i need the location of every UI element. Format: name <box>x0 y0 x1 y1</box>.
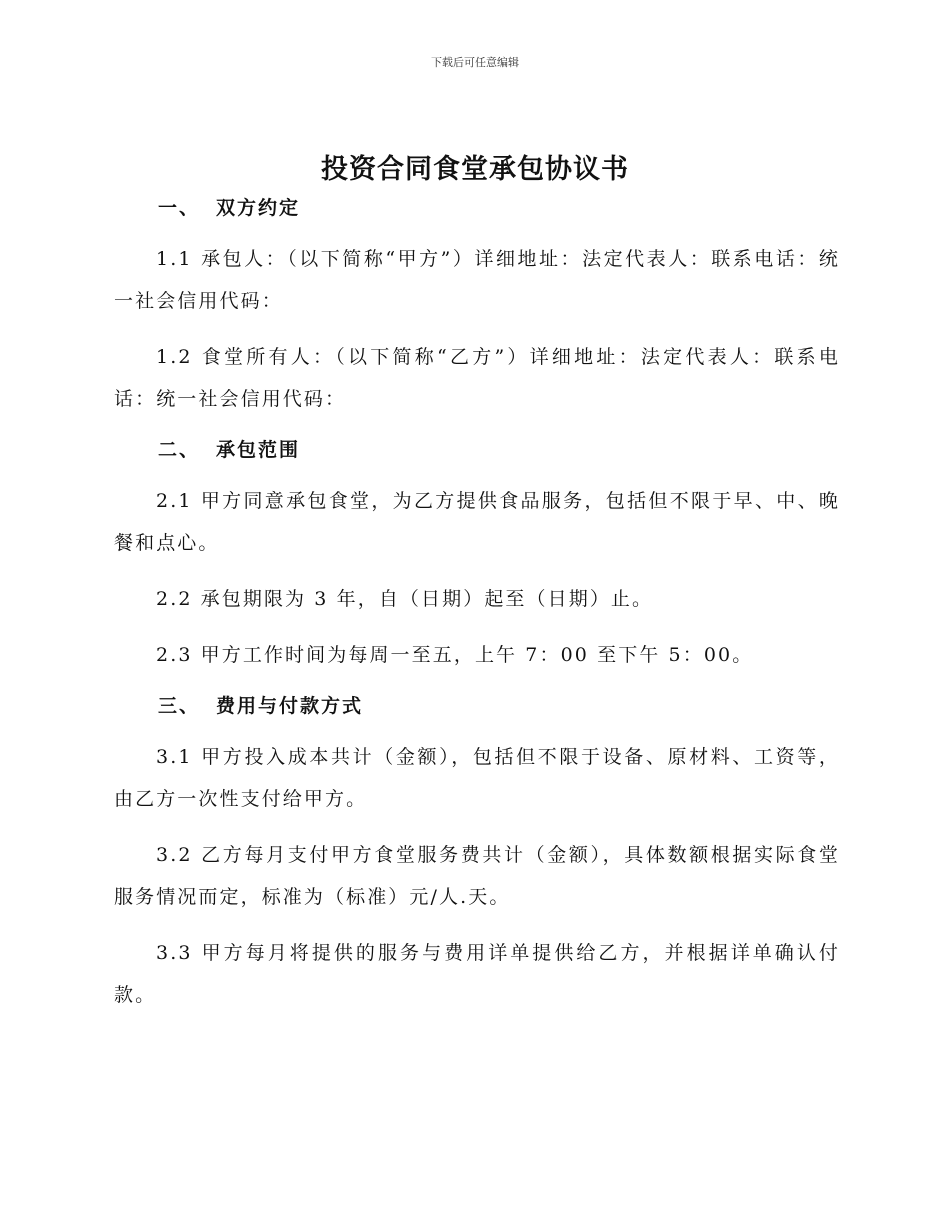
section-title: 双方约定 <box>216 197 301 219</box>
document-body <box>114 190 840 1016</box>
section-number: 二、 <box>158 439 201 461</box>
document-title: 投资合同食堂承包协议书 <box>321 154 629 185</box>
section-heading-2 <box>114 432 840 468</box>
paragraph-3-2: 3.2 乙方每月支付甲方食堂服务费共计（金额），具体数额根据实际食堂服务情况而定，标准为（标准）元/人.天。 <box>114 844 840 908</box>
section-title: 承包范围 <box>216 439 301 461</box>
paragraph-2-3: 2.3 甲方工作时间为每周一至五，上午 7：00 至下午 5：00。 <box>156 644 754 666</box>
header-note: 下载后可任意编辑 <box>431 56 519 69</box>
section-heading-1 <box>114 190 840 226</box>
section-heading-3 <box>114 688 840 724</box>
paragraph-1-2: 1.2 食堂所有人：（以下简称“乙方”）详细地址：法定代表人：联系电话：统一社会信用代码： <box>114 346 840 410</box>
paragraph-3-3: 3.3 甲方每月将提供的服务与费用详单提供给乙方，并根据详单确认付款。 <box>114 942 840 1006</box>
paragraph-3-1: 3.1 甲方投入成本共计（金额），包括但不限于设备、原材料、工资等，由乙方一次性支付给甲方。 <box>114 746 840 810</box>
section-number: 一、 <box>158 197 201 219</box>
section-title: 费用与付款方式 <box>216 695 364 717</box>
paragraph-1-1: 1.1 承包人：（以下简称“甲方”）详细地址：法定代表人：联系电话：统一社会信用代码： <box>114 248 840 312</box>
section-number: 三、 <box>158 695 201 717</box>
paragraph-2-1: 2.1 甲方同意承包食堂，为乙方提供食品服务，包括但不限于早、中、晚餐和点心。 <box>114 490 840 554</box>
paragraph-2-2: 2.2 承包期限为 3 年，自（日期）起至（日期）止。 <box>156 588 654 610</box>
